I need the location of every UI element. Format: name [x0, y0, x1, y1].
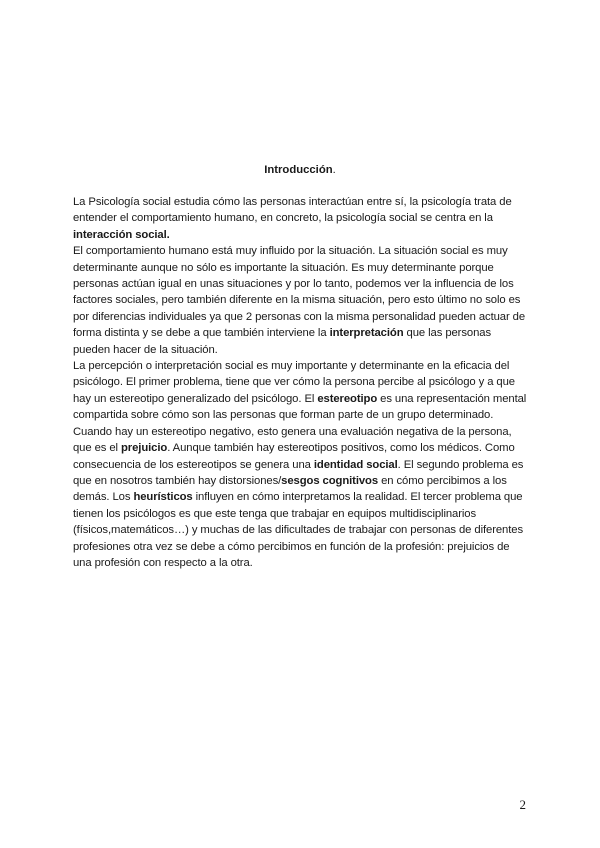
paragraph [73, 358, 529, 571]
text-run: es una representación mental compartida sobre cómo son las personas que forman parte de un grupo determinado. Cuando hay un estereotipo negativo, esto genera una evaluación negativa de la persona, que es el [73, 392, 527, 455]
title-text: Introducción [264, 164, 333, 176]
bold-term: interpretación [329, 327, 404, 340]
paragraph [73, 243, 529, 358]
text-run: La percepción o interpretación social es muy importante y determinante en la eficacia del psicólogo. El primer problema, tiene que ver cómo la persona percibe al psicólogo y a que hay un estereotipo generalizado del psicólogo. El [73, 360, 515, 405]
title-period: . [332, 164, 336, 176]
section-title [0, 163, 600, 177]
text-run: que las personas pueden hacer de la situación. [73, 327, 491, 356]
paragraph [73, 194, 529, 243]
text-run: . El segundo problema es que en nosotros también hay distorsiones/ [73, 458, 524, 487]
bold-term: interacción social. [73, 228, 170, 241]
text-run: en cómo percibimos a los demás. Los [73, 474, 507, 504]
bold-term: heurísticos [133, 491, 193, 504]
text-run: El comportamiento humano está muy influido por la situación. La situación social es muy determinante aunque no sólo es importante la situación. Es muy determinante porque personas actúan igual en unas situaciones y por lo tanto, podemos ver la influencia de los factores sociales, pero también diferente en la misma situación, pero esto último no solo es por diferencias individuales ya que 2 personas con la misma personalidad pueden actuar de forma distinta y se debe a que también interviene la [73, 245, 526, 340]
text-run: . Aunque también hay estereotipos positivos, como los médicos. Como consecuencia de los estereotipos se genera una [73, 442, 515, 471]
page-number: 2 [519, 797, 526, 812]
body-text [73, 194, 529, 571]
bold-term: sesgos cognitivos [281, 474, 379, 487]
bold-term: identidad social [313, 458, 398, 471]
bold-term: estereotipo [317, 392, 378, 405]
text-run: influyen en cómo interpretamos la realidad. El tercer problema que tienen los psicólogos es que este tenga que trabajar en equipos multidisciplinarios (físicos,matemáticos…) y muchas de las dificultades de trabajar con personas de diferentes profesiones otra vez se debe a cómo percibimos en función de la profesión: prejuicios de una profesión con respecto a la otra. [73, 491, 523, 569]
bold-term: prejuicio [121, 442, 168, 455]
text-run: La Psicología social estudia cómo las personas interactúan entre sí, la psicología trata de entender el comportamiento humano, en concreto, la psicología social se centra en la [73, 196, 512, 225]
